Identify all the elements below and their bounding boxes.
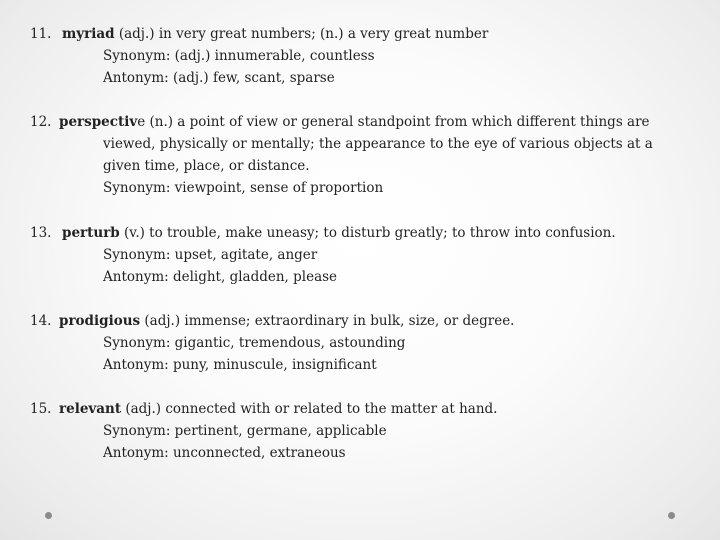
- entry-antonym: Antonym: delight, gladden, please: [103, 269, 338, 285]
- entry-synonym: Synonym: viewpoint, sense of proportion: [103, 180, 384, 196]
- entry-definition-continued: viewed, physically or mentally; the appearance to the eye of various objects at a: [103, 136, 653, 152]
- entry-word: perspectiv: [59, 114, 138, 130]
- entry-antonym: Antonym: puny, minuscule, insignificant: [103, 357, 377, 373]
- entry-synonym: Synonym: pertinent, germane, applicable: [103, 423, 387, 439]
- entry-number: 11.: [30, 26, 52, 42]
- entry-synonym: Synonym: upset, agitate, anger: [103, 247, 318, 263]
- entry-word: prodigious: [59, 313, 141, 329]
- entry-relevant: [30, 398, 497, 464]
- entry-myriad: [30, 23, 488, 89]
- entry-number: 13.: [30, 225, 52, 241]
- entry-headline: [30, 23, 488, 45]
- entry-number: 12.: [30, 114, 52, 130]
- entry-synonym: Synonym: gigantic, tremendous, astounding: [103, 335, 406, 351]
- entry-definition-continued: given time, place, or distance.: [103, 158, 310, 174]
- entry-word-suffix: e: [137, 114, 146, 130]
- entry-definition: (adj.) immense; extraordinary in bulk, size, or degree.: [140, 313, 515, 329]
- entry-word: myriad: [62, 26, 115, 42]
- entry-number: 15.: [30, 401, 52, 417]
- entry-word: perturb: [62, 225, 120, 241]
- corner-dot-left: [45, 512, 52, 519]
- entry-perturb: [30, 222, 616, 288]
- entry-definition: (adj.) connected with or related to the matter at hand.: [121, 401, 498, 417]
- entry-antonym: Antonym: (adj.) few, scant, sparse: [103, 70, 335, 86]
- entry-definition: (n.) a point of view or general standpoint from which different things are: [145, 114, 650, 130]
- corner-dot-right: [668, 512, 675, 519]
- entry-definition: (v.) to trouble, make uneasy; to disturb greatly; to throw into confusion.: [119, 225, 616, 241]
- entry-headline: [30, 310, 514, 332]
- entry-definition: (adj.) in very great numbers; (n.) a very great number: [114, 26, 489, 42]
- entry-headline: [30, 222, 616, 244]
- entry-antonym: Antonym: unconnected, extraneous: [103, 445, 346, 461]
- entry-synonym: Synonym: (adj.) innumerable, countless: [103, 48, 375, 64]
- entry-headline: [30, 111, 653, 133]
- entry-headline: [30, 398, 497, 420]
- entry-prodigious: [30, 310, 514, 376]
- entry-perspective: [30, 111, 653, 199]
- entry-number: 14.: [30, 313, 52, 329]
- entry-word: relevant: [59, 401, 122, 417]
